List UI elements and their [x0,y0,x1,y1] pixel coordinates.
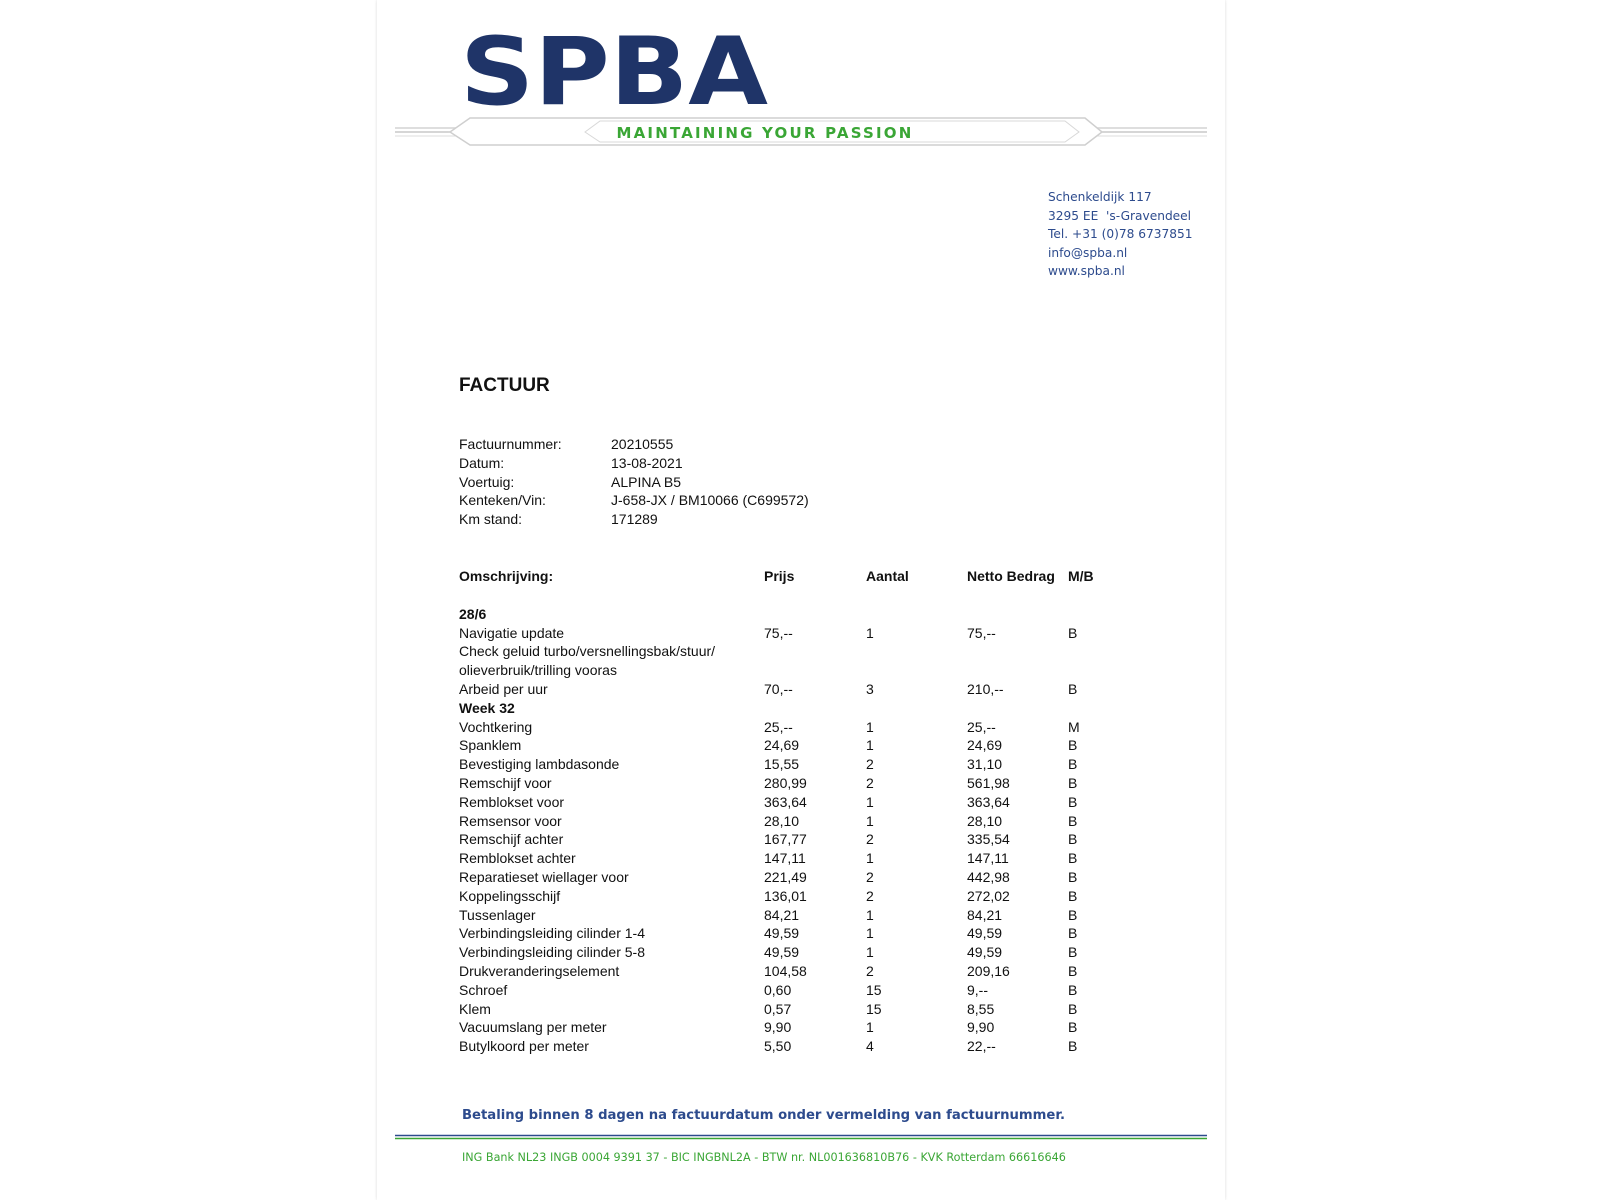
cell-price: 363,64 [764,793,807,810]
table-row [459,849,1108,868]
section-label: Week 32 [459,699,515,716]
cell-net-amount: 24,69 [967,737,1003,754]
address-street: Schenkeldijk 117 [1048,190,1152,204]
cell-description: Remsensor voor [459,812,562,829]
cell-price: 25,-- [764,718,793,735]
cell-price: 0,57 [764,1000,792,1017]
cell-price: 167,77 [764,831,807,848]
table-row [459,812,1108,831]
header-description: Omschrijving: [459,568,554,584]
meta-value: ALPINA B5 [611,473,682,490]
header-price: Prijs [764,568,795,584]
table-row [459,680,1108,699]
table-row [459,868,1108,887]
meta-label: Factuurnummer: [459,436,562,452]
table-row [459,1000,1108,1019]
table-row [459,830,1108,849]
header-net-amount: Netto Bedrag [967,568,1055,584]
cell-net-amount: 209,16 [967,962,1010,979]
cell-net-amount: 210,-- [967,680,1004,697]
cell-description: Remblokset voor [459,793,565,810]
cell-quantity: 1 [866,925,874,942]
cell-description: Spanklem [459,737,522,754]
cell-net-amount: 147,11 [967,850,1009,867]
cell-mb: B [1068,850,1078,867]
cell-mb: B [1068,906,1078,923]
cell-mb: B [1068,774,1078,791]
cell-description: Schroef [459,981,508,998]
cell-mb: B [1068,944,1078,961]
cell-price: 28,10 [764,812,800,829]
cell-net-amount: 363,64 [967,793,1010,810]
meta-row-mileage [459,510,809,529]
cell-net-amount: 31,10 [967,756,1003,773]
header-mb: M/B [1068,568,1094,584]
cell-price: 15,55 [764,756,800,773]
cell-quantity: 1 [866,850,874,867]
cell-quantity [866,642,967,661]
table-row [459,943,1108,962]
cell-quantity: 1 [866,1019,874,1036]
table-row [459,887,1108,906]
invoice-page [377,0,1225,1200]
cell-quantity: 2 [866,756,874,773]
table-body [459,605,1108,1056]
meta-value: 171289 [611,511,658,528]
cell-price: 280,99 [764,774,807,791]
cell-mb: B [1068,831,1078,848]
cell-net-amount [967,642,1068,661]
meta-label: Voertuig: [459,473,515,490]
cell-mb: B [1068,962,1078,979]
cell-quantity: 1 [866,718,874,735]
cell-mb: B [1068,793,1078,810]
table-row [459,924,1108,943]
address-city: 3295 EE 's-Gravendeel [1048,208,1192,223]
table-row [459,774,1108,793]
table-row [459,1037,1108,1056]
cell-quantity: 2 [866,868,874,885]
cell-net-amount [967,661,1068,680]
invoice-meta [459,435,809,529]
cell-description: Remschijf achter [459,831,564,848]
meta-value: 20210555 [611,436,674,452]
cell-net-amount: 84,21 [967,906,1003,923]
cell-description: Klem [459,1000,491,1017]
cell-price: 136,01 [764,887,807,904]
cell-price: 49,59 [764,944,800,961]
cell-quantity: 1 [866,812,874,829]
address-website: www.spba.nl [1048,264,1125,279]
cell-price: 24,69 [764,737,800,754]
cell-quantity: 1 [866,793,874,810]
cell-price: 75,-- [764,624,793,641]
cell-mb: B [1068,925,1078,942]
header-quantity: Aantal [866,568,909,584]
meta-label: Kenteken/Vin: [459,492,546,509]
cell-mb: B [1068,1038,1078,1055]
cell-mb: M [1068,718,1080,735]
footer-divider [395,1134,1207,1140]
cell-quantity: 2 [866,774,874,791]
cell-quantity: 1 [866,906,874,923]
table-row [459,736,1108,755]
cell-quantity: 3 [866,680,874,697]
cell-description: Reparatieset wiellager voor [459,868,629,885]
meta-label: Km stand: [459,511,523,528]
cell-description: Butylkoord per meter [459,1038,589,1055]
meta-row-invoice-number [459,435,809,454]
cell-description: Check geluid turbo/versnellingsbak/stuur/ [459,643,716,660]
cell-mb: B [1068,981,1078,998]
cell-price: 70,-- [764,680,793,697]
meta-row-vehicle [459,473,809,492]
cell-mb: B [1068,737,1078,754]
cell-price [764,642,866,661]
table-row [459,642,1108,661]
cell-description: Verbindingsleiding cilinder 1-4 [459,925,646,942]
cell-description: Bevestiging lambdasonde [459,756,620,773]
meta-value: J-658-JX / BM10066 (C699572) [611,492,809,509]
meta-row-license-vin [459,491,809,510]
cell-mb: B [1068,680,1078,697]
cell-mb: B [1068,624,1078,641]
cell-quantity: 1 [866,624,874,641]
cell-mb: B [1068,1019,1078,1036]
cell-net-amount: 49,59 [967,925,1003,942]
cell-description: Tussenlager [459,906,536,923]
cell-description: Vacuumslang per meter [459,1019,607,1036]
meta-row-date [459,454,809,473]
cell-price: 0,60 [764,981,792,998]
cell-quantity: 15 [866,1000,882,1017]
table-row [459,906,1108,925]
tagline: MAINTAINING YOUR PASSION [616,124,914,142]
cell-net-amount: 335,54 [967,831,1010,848]
cell-quantity: 15 [866,981,882,998]
cell-description: olieverbruik/trilling vooras [459,662,617,679]
cell-quantity: 2 [866,831,874,848]
cell-mb [1068,642,1108,661]
page-title: FACTUUR [459,375,550,396]
table-row [459,981,1108,1000]
cell-quantity: 1 [866,944,874,961]
cell-mb: B [1068,868,1078,885]
table-row [459,962,1108,981]
bank-details: ING Bank NL23 INGB 0004 9391 37 - BIC INGBNL2A - BTW nr. NL001636810B76 - KVK Rotterdam 66616646 [462,1151,1066,1164]
cell-quantity: 4 [866,1038,874,1055]
table-row [459,718,1108,737]
table-row [459,755,1108,774]
cell-net-amount: 49,59 [967,944,1003,961]
cell-quantity: 1 [866,737,874,754]
cell-net-amount: 22,-- [967,1038,996,1055]
cell-mb: B [1068,887,1078,904]
table-row [459,624,1108,643]
address-email: info@spba.nl [1048,245,1128,260]
logo-text: SPBA [460,30,769,112]
table-row [459,661,1108,680]
cell-mb: B [1068,1000,1078,1017]
cell-description: Verbindingsleiding cilinder 5-8 [459,944,646,961]
company-address [1048,188,1193,281]
cell-description: Koppelingsschijf [459,887,561,904]
cell-net-amount: 442,98 [967,868,1010,885]
cell-price: 147,11 [764,850,806,867]
spacer [459,586,1108,605]
cell-quantity [866,661,967,680]
cell-description: Vochtkering [459,718,533,735]
cell-mb: B [1068,812,1078,829]
cell-description: Remschijf voor [459,774,552,791]
cell-net-amount: 28,10 [967,812,1003,829]
section-label: 28/6 [459,605,487,622]
cell-description: Arbeid per uur [459,680,548,697]
cell-price: 49,59 [764,925,800,942]
spba-logo [460,30,770,112]
table-row [459,1018,1108,1037]
cell-quantity: 2 [866,962,874,979]
cell-net-amount: 272,02 [967,887,1010,904]
cell-price: 221,49 [764,868,807,885]
cell-quantity: 2 [866,887,874,904]
payment-note: Betaling binnen 8 dagen na factuurdatum onder vermelding van factuurnummer. [462,1108,1065,1123]
cell-mb: B [1068,756,1078,773]
cell-description: Navigatie update [459,624,565,641]
cell-description: Remblokset achter [459,850,576,867]
line-items-table [459,567,1108,1056]
cell-net-amount: 25,-- [967,718,996,735]
section-heading [459,699,1108,718]
meta-value: 13-08-2021 [611,454,683,471]
cell-price: 5,50 [764,1038,792,1055]
cell-mb [1068,661,1108,680]
cell-net-amount: 9,-- [967,981,988,998]
table-header [459,567,1108,586]
table-row [459,793,1108,812]
cell-net-amount: 561,98 [967,774,1010,791]
meta-label: Datum: [459,454,505,471]
cell-net-amount: 9,90 [967,1019,995,1036]
cell-price: 104,58 [764,962,807,979]
cell-net-amount: 75,-- [967,624,996,641]
cell-net-amount: 8,55 [967,1000,995,1017]
address-phone: Tel. +31 (0)78 6737851 [1048,227,1193,242]
cell-price: 84,21 [764,906,800,923]
cell-price [764,661,866,680]
cell-price: 9,90 [764,1019,792,1036]
cell-description: Drukveranderingselement [459,962,620,979]
section-heading [459,605,1108,624]
